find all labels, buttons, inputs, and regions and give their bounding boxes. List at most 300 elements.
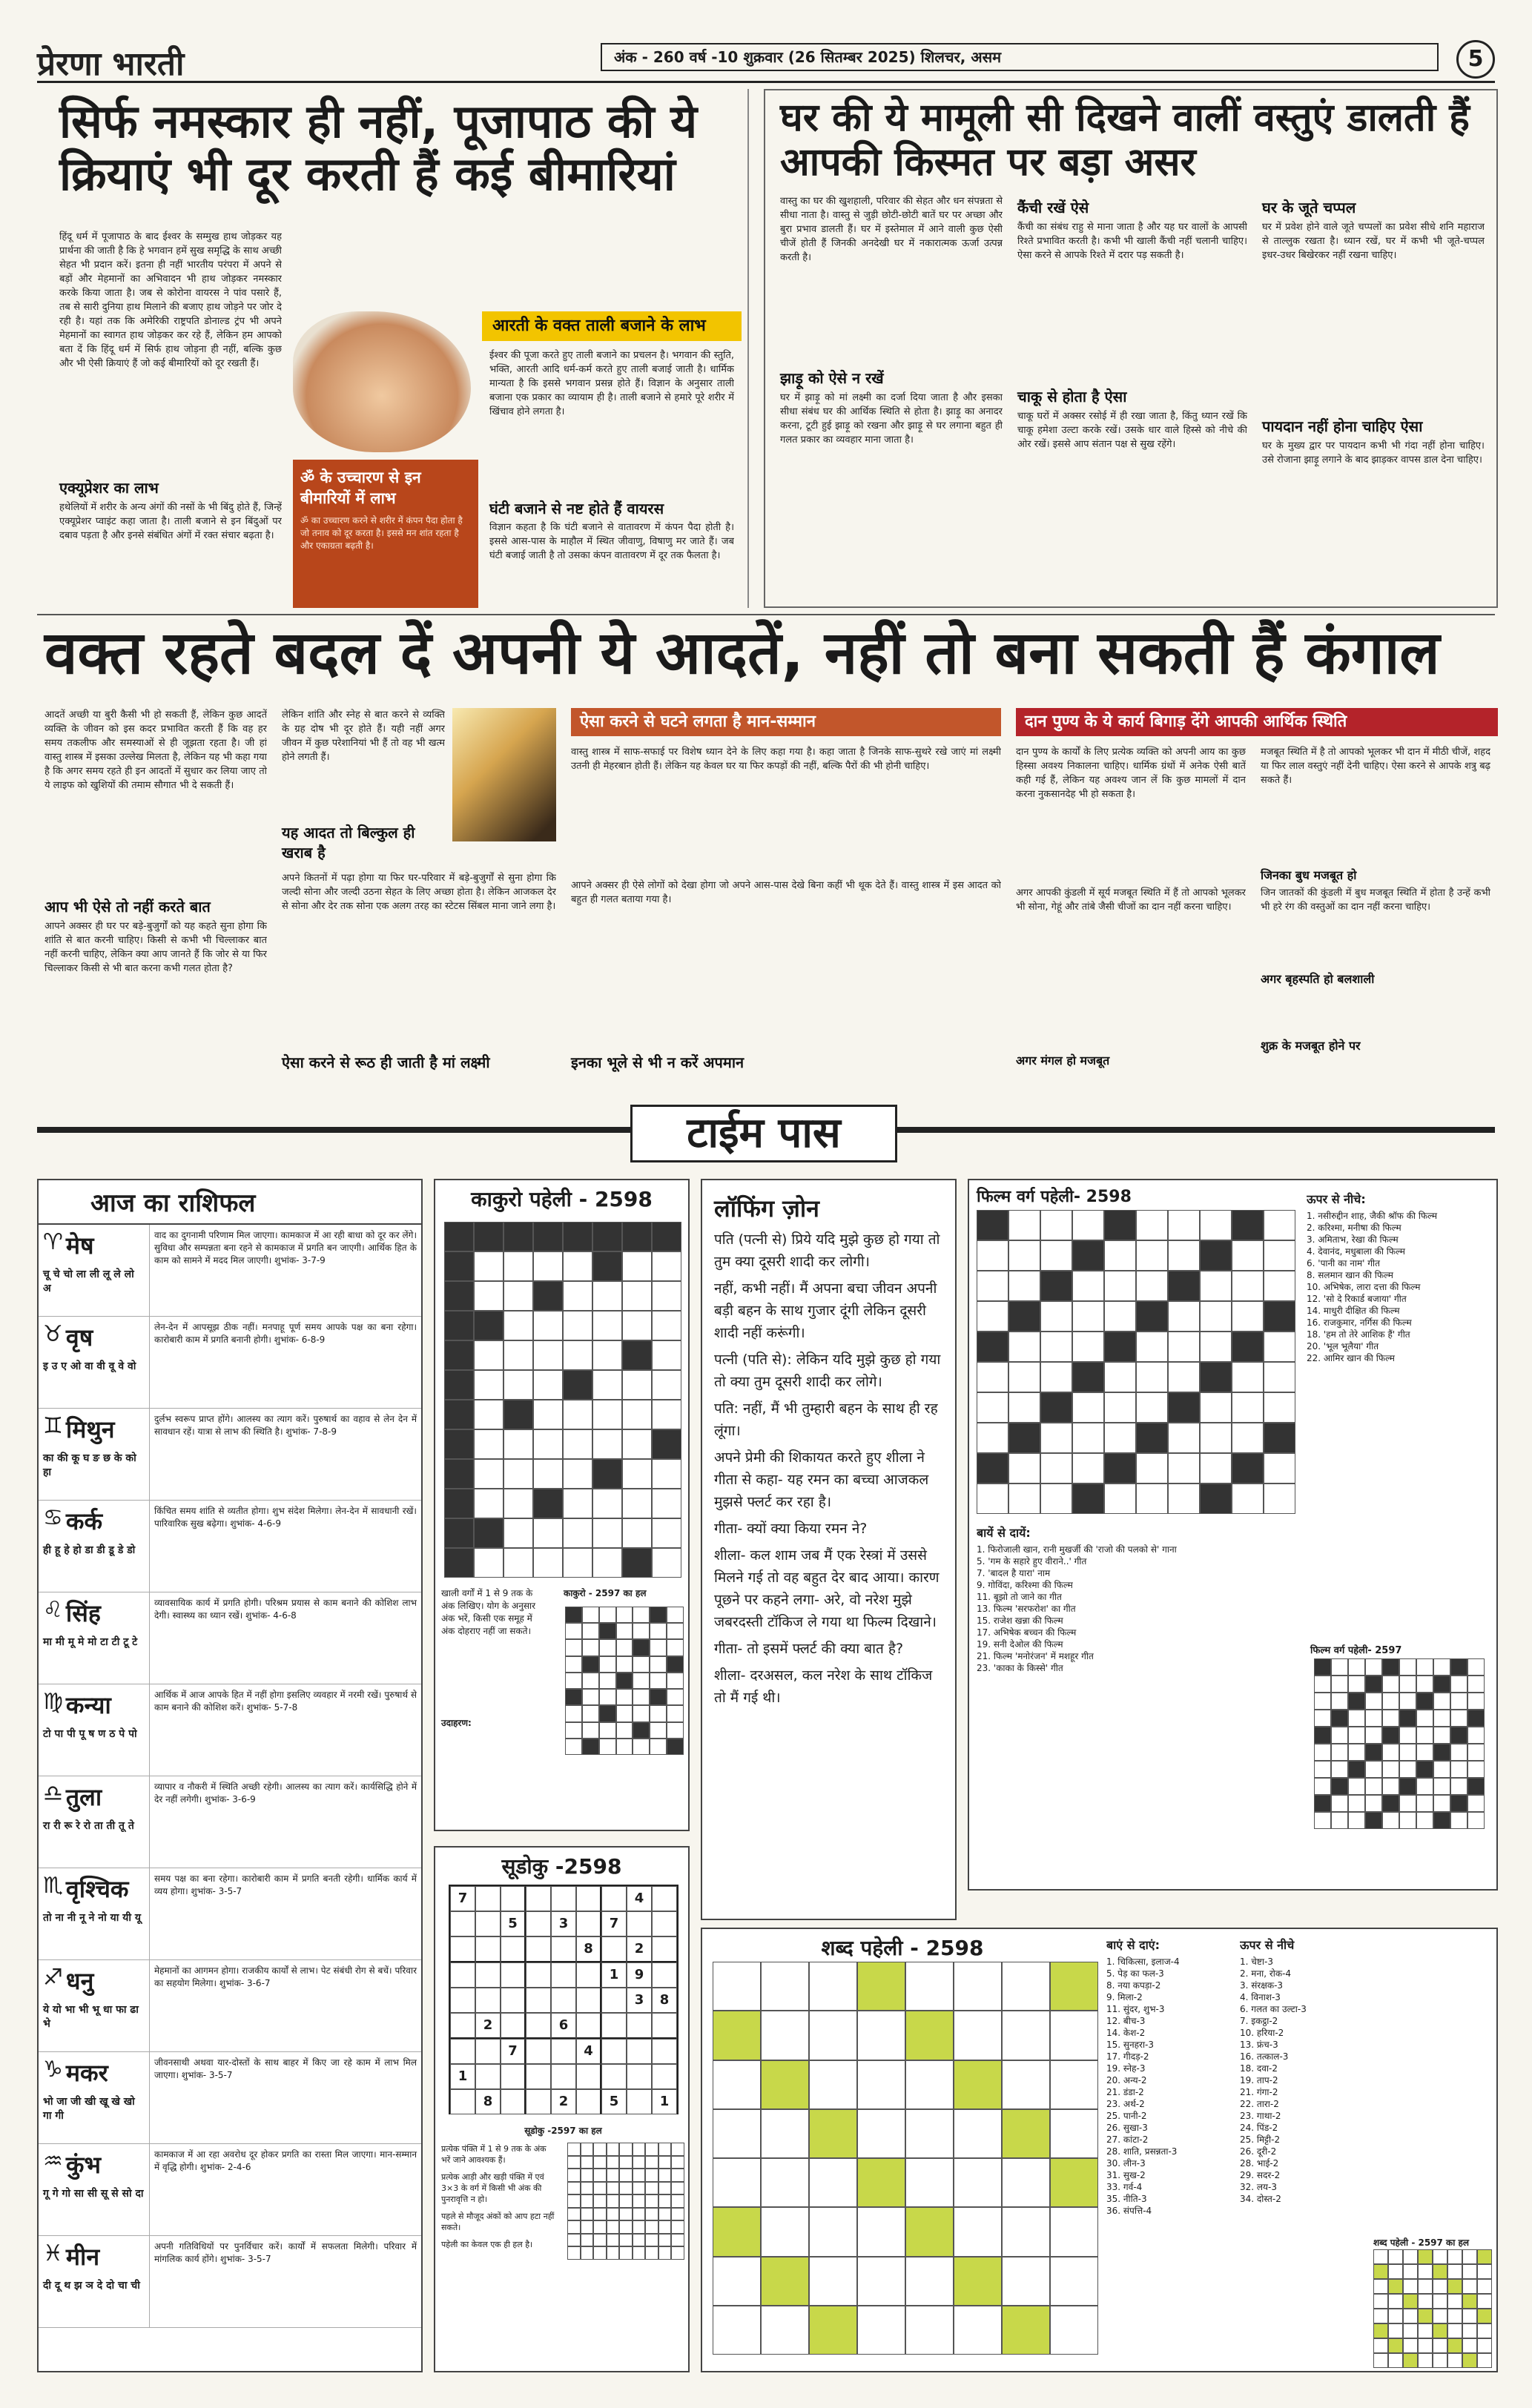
sudoku-cell (576, 1988, 601, 2013)
kakuro-cell (444, 1222, 474, 1251)
horoscope-sign (39, 1501, 150, 1592)
film-answer-cell (1365, 1744, 1382, 1761)
word-answer-cell (1373, 2264, 1388, 2279)
film-cell (1168, 1271, 1200, 1301)
horoscope-row (39, 1225, 421, 1317)
film-answer-cell (1450, 1658, 1467, 1676)
film-answer-cell (1365, 1795, 1382, 1812)
film-cell (1072, 1362, 1104, 1392)
kakuro-answer-cell (582, 1689, 599, 1705)
film-cell (1008, 1301, 1040, 1332)
story2-sub-a: कैंची रखें ऐसे (1017, 199, 1089, 216)
kakuro-note: खाली वर्गों में 1 से 9 तक के अंक लिखिए। योग के अनुसार अंक भरें, किसी एक समूह में अंक दोहराए नहीं जा सकते। (441, 1588, 535, 1636)
story3-sub-h: शुक्र के मजबूत होने पर (1261, 1039, 1361, 1053)
film-cell (1008, 1392, 1040, 1423)
sudoku-cell (526, 2039, 551, 2064)
clue-item: 35. नीति-3 (1106, 2194, 1147, 2204)
film-cell (1232, 1453, 1264, 1484)
joke-line: गीता- क्यों क्या किया रमन ने? (714, 1521, 868, 1537)
sudoku-answer-cell (645, 2182, 658, 2195)
sudoku-cell (627, 2013, 652, 2039)
film-cell (1168, 1392, 1200, 1423)
sign-name: मीन (65, 2243, 100, 2271)
film-answer-cell (1348, 1795, 1365, 1812)
film-cell (1200, 1210, 1232, 1240)
sudoku-answer-cell (633, 2169, 646, 2182)
word-answer-cell (1447, 2249, 1462, 2264)
film-cell (1104, 1240, 1136, 1271)
kakuro-cell (474, 1548, 503, 1578)
word-answer-cell (1373, 2279, 1388, 2294)
sudoku-answer-cell (658, 2234, 672, 2247)
sudoku-answer-cell (658, 2156, 672, 2169)
story3-col3: वास्तु शास्त्र में साफ-सफाई पर विशेष ध्यान देने के लिए कहा गया है। कहा जाता है जिनके साफ-सुथरे रखे जाएं मां लक्ष्मी उतनी ही मेहरबान होती हैं। लेकिन यह केवल घर या फिर कपड़ों की नहीं, बल्कि पैरों की भी होनी चाहिए। (571, 747, 1001, 772)
story1-sub1: एक्यूप्रेशर का लाभ (59, 479, 159, 497)
word-answer-cell (1447, 2338, 1462, 2353)
film-answer-cell (1433, 1693, 1450, 1710)
horoscope-list (39, 1225, 421, 2328)
page-number: 5 (1456, 40, 1495, 79)
sudoku-cell (627, 2089, 652, 2114)
sudoku-answer-cell (645, 2220, 658, 2234)
film-down-title: ऊपर से नीचे: (1307, 1192, 1366, 1206)
film-answer-cell (1382, 1676, 1399, 1693)
horoscope-sign (39, 1409, 150, 1500)
horoscope-row (39, 1592, 421, 1684)
kakuro-cell (474, 1370, 503, 1400)
word-answer-title: शब्द पहेली - 2597 का हल (1373, 2237, 1470, 2248)
sudoku-answer-cell (645, 2208, 658, 2221)
kakuro-cell (533, 1222, 563, 1251)
om-box-title: ॐ के उच्चारण से इन बीमारियों में लाभ (300, 469, 421, 507)
clue-item: 13. फिल्म 'सरफरोश' का गीत (977, 1604, 1076, 1614)
clue-item: 30. लीन-3 (1106, 2158, 1146, 2169)
clue-item: 23. गाथा-2 (1240, 2111, 1281, 2121)
kakuro-cell (652, 1400, 681, 1429)
film-cell (977, 1240, 1008, 1271)
horoscope-row (39, 2052, 421, 2144)
clue-item: 32. लय-3 (1240, 2182, 1277, 2192)
word-puzzle-title: शब्द पहेली - 2598 (821, 1936, 984, 1960)
word-answer-cell (1433, 2323, 1447, 2338)
sudoku-cell (450, 2013, 475, 2039)
kakuro-answer-cell (633, 1739, 650, 1755)
clue-item: 4. देवानंद, मधुबाला की फिल्म (1307, 1246, 1405, 1257)
film-cell (1008, 1453, 1040, 1484)
kakuro-panel (434, 1179, 690, 1831)
sudoku-answer-cell (619, 2208, 633, 2221)
sudoku-answer-cell (581, 2156, 594, 2169)
story1-col2b: विज्ञान कहता है कि घंटी बजाने से वातावरण में कंपन पैदा होती है। इससे आस-पास के माहौल में स्थित जीवाणु, विषाणु मर जाते हैं। जब घंटी बजाई जाती है तो उसका कंपन वातावरण में दूर तक फैलता है। (489, 522, 734, 561)
kakuro-cell (503, 1251, 533, 1281)
film-cell (1008, 1484, 1040, 1514)
word-answer-cell (1403, 2338, 1418, 2353)
film-cell (1232, 1392, 1264, 1423)
sign-name: कर्क (65, 1507, 103, 1535)
word-cell (954, 2306, 1002, 2355)
horoscope-panel (37, 1179, 423, 2372)
sudoku-answer-cell (645, 2194, 658, 2208)
clue-item: 5. पेड़ का फल-3 (1106, 1968, 1164, 1979)
film-cell (1136, 1392, 1168, 1423)
clue-item: 8. सलमान खान की फिल्म (1307, 1270, 1393, 1280)
film-answer-cell (1382, 1693, 1399, 1710)
kakuro-answer-grid (565, 1607, 684, 1755)
sudoku-answer-cell (607, 2234, 620, 2247)
sudoku-answer-cell (633, 2194, 646, 2208)
word-answer-cell (1447, 2279, 1462, 2294)
sign-letters: तो ना नी नू ने नो या यी यू (43, 1912, 141, 1924)
kakuro-answer-cell (667, 1639, 684, 1656)
word-answer-cell (1403, 2279, 1418, 2294)
film-answer-cell (1467, 1761, 1485, 1778)
story2-col3: घर में प्रवेश होने वाले जूते चप्पलों का प्रवेश सीधे शनि महाराज से ताल्लुक रखता है। ध्यान रखें, घर में कभी भी जूते-चप्पल इधर-उधर बिखेरकर नहीं रखना चाहिए। (1262, 222, 1485, 261)
word-cell (1002, 2306, 1050, 2355)
kakuro-answer-cell (667, 1656, 684, 1673)
word-cell (1050, 2207, 1098, 2256)
sign-name: मिथुन (65, 1415, 115, 1443)
clue-item: 10. हरिया-2 (1240, 2028, 1284, 2038)
sign-letters: गू गे गो सा सी सू से सो दा (43, 2188, 144, 2200)
sudoku-answer-cell (658, 2194, 672, 2208)
kakuro-answer-cell (565, 1623, 582, 1639)
word-answer-cell (1477, 2294, 1492, 2309)
sudoku-cell (475, 1962, 501, 1988)
film-answer-cell (1433, 1744, 1450, 1761)
sign-name: मेष (65, 1231, 94, 1260)
horoscope-sign (39, 2052, 150, 2143)
film-cell (977, 1423, 1008, 1453)
joke-line: पति: नहीं, मैं भी तुम्हारी बहन के साथ ही रह लूंगा। (714, 1400, 938, 1439)
word-cell (905, 2306, 954, 2355)
sudoku-answer-cell (593, 2156, 607, 2169)
film-answer-cell (1382, 1761, 1399, 1778)
sign-letters: टो पा पी पू ष ण ठ पे पो (43, 1728, 137, 1740)
word-cell (857, 2109, 905, 2158)
sudoku-answer-cell (645, 2156, 658, 2169)
story2-col3b: घर के मुख्य द्वार पर पायदान कभी भी गंदा नहीं होना चाहिए। उसे रोजाना झाड़ू लगाने के बाद झाड़कर वापस डाल देना चाहिए। (1262, 440, 1485, 466)
story3-col1b: आपने अक्सर ही घर पर बड़े-बुजुर्गों को यह कहते सुना होगा कि शांति से बात करनी चाहिए। किसी से कभी भी चिल्लाकर बात नहीं करनी चाहिए, लेकिन क्या आप जानते हैं कि जोर से या फिर चिल्लाकर किसी से भी बात करना कभी गलत होता है? (44, 921, 267, 974)
horoscope-sign (39, 1317, 150, 1408)
sudoku-answer-cell (607, 2143, 620, 2156)
kakuro-example-label: उदाहरण: (441, 1718, 472, 1728)
word-answer-cell (1462, 2323, 1477, 2338)
story3-col4b: अगर आपकी कुंडली में सूर्य मजबूत स्थिति में हैं तो आपको भूलकर भी सोना, गेहूं और तांबे जैसी चीजों का दान नहीं करना चाहिए। (1016, 887, 1246, 913)
word-answer-cell (1433, 2249, 1447, 2264)
kakuro-cell (533, 1518, 563, 1548)
sudoku-cell: 2 (475, 2013, 501, 2039)
sign-name: धनु (65, 1967, 94, 1995)
kakuro-cell (533, 1400, 563, 1429)
sudoku-answer-cell (593, 2182, 607, 2195)
kakuro-answer-cell (565, 1705, 582, 1721)
zodiac-icon: ♑ (43, 2057, 63, 2083)
clue-item: 3. संरक्षक-3 (1240, 1980, 1284, 1991)
kakuro-cell (592, 1311, 622, 1340)
kakuro-answer-cell (633, 1689, 650, 1705)
word-answer-cell (1418, 2309, 1433, 2323)
kakuro-cell (622, 1311, 652, 1340)
zodiac-icon: ♎ (43, 1781, 63, 1807)
film-cell (1008, 1332, 1040, 1362)
kakuro-cell (444, 1340, 474, 1370)
film-cell (1136, 1362, 1168, 1392)
sudoku-cell: 8 (652, 1988, 677, 2013)
story2-col2b: चाकू घरों में अक्सर रसोई में ही रखा जाता है, किंतु ध्यान रखें कि चाकू हमेशा उल्टा करके रखें। उसके धार वाले हिस्से को नीचे की ओर रखें। इससे आप संतान पक्ष से सुख रहेंगे। (1017, 411, 1247, 450)
sudoku-answer-cell (593, 2234, 607, 2247)
clue-item: 8. नया कपड़ा-2 (1106, 1980, 1161, 1991)
sudoku-cell: 7 (450, 1886, 475, 1911)
clue-item: 28. शाति, प्रसन्नता-3 (1106, 2146, 1178, 2157)
film-cell (1072, 1271, 1104, 1301)
sudoku-cell (501, 1988, 526, 2013)
film-cell (1072, 1332, 1104, 1362)
word-cell (761, 2207, 809, 2256)
word-answer-cell (1477, 2323, 1492, 2338)
kakuro-cell (652, 1518, 681, 1548)
clue-item: 2. करिश्मा, मनीषा की फिल्म (1307, 1223, 1401, 1233)
kakuro-answer-cell (565, 1722, 582, 1739)
story3-sub-c: ऐसा करने से रूठ ही जाती है मां लक्ष्मी (282, 1054, 490, 1071)
kakuro-answer-cell (650, 1739, 667, 1755)
clapping-hands-photo (293, 311, 471, 452)
word-cell (954, 2109, 1002, 2158)
film-answer-cell (1399, 1710, 1416, 1727)
kakuro-answer-cell (582, 1722, 599, 1739)
word-answer-cell (1388, 2294, 1403, 2309)
film-cell (1168, 1210, 1200, 1240)
film-crossword-panel (968, 1179, 1498, 1891)
sudoku-cell (501, 2064, 526, 2089)
clue-item: 1. नसीरुद्दीन शाह, जैकी श्रॉफ की फिल्म (1307, 1211, 1438, 1221)
sudoku-cell: 9 (627, 1962, 652, 1988)
sudoku-answer-cell (633, 2246, 646, 2260)
story2-col1b: घर में झाड़ू को मां लक्ष्मी का दर्जा दिया जाता है और इसका सीधा संबंध घर की आर्थिक स्थिति से होता है। झाड़ू का अनादर करना, टूटी हुई झाड़ू को रखना और झाड़ू से घर लगाना बहुत ही गलत प्रकार का व्यवहार माना जाता है। (780, 392, 1003, 446)
kakuro-cell (503, 1400, 533, 1429)
zodiac-icon: ♓ (43, 2240, 63, 2266)
masthead (37, 37, 1495, 83)
clue-item: 36. संपत्ति-4 (1106, 2206, 1152, 2216)
film-cell (1136, 1423, 1168, 1453)
film-cell (1136, 1271, 1168, 1301)
word-answer-cell (1433, 2279, 1447, 2294)
sign-letters: इ उ ए ओ वा वी वू वे वो (43, 1360, 136, 1372)
sudoku-rule: पहेली का केवल एक ही हल है। (441, 2240, 533, 2249)
sudoku-cell (652, 1911, 677, 1936)
film-cell (977, 1392, 1008, 1423)
sudoku-cell (601, 2039, 627, 2064)
sudoku-cell (652, 1936, 677, 1962)
word-cell (713, 2060, 761, 2109)
kakuro-answer-cell (616, 1623, 633, 1639)
sudoku-answer-cell (619, 2234, 633, 2247)
kakuro-answer-cell (667, 1623, 684, 1639)
film-cell (1264, 1362, 1295, 1392)
sudoku-answer-cell (593, 2169, 607, 2182)
kakuro-answer-cell (650, 1673, 667, 1689)
film-answer-cell (1399, 1812, 1416, 1829)
kakuro-answer-cell (633, 1639, 650, 1656)
kakuro-cell (592, 1459, 622, 1489)
film-cell (1264, 1423, 1295, 1453)
film-answer-cell (1416, 1812, 1433, 1829)
clue-item: 16. राजकुमार, नर्गिस की फिल्म (1307, 1317, 1412, 1328)
clue-item: 11. बूझो तो जाने का गीत (977, 1592, 1062, 1602)
film-answer-cell (1399, 1658, 1416, 1676)
sudoku-answer-cell (658, 2220, 672, 2234)
kakuro-cell (533, 1429, 563, 1459)
sudoku-answer-cell (645, 2246, 658, 2260)
film-answer-cell (1365, 1812, 1382, 1829)
sudoku-cell (652, 1886, 677, 1911)
word-cell (1002, 2060, 1050, 2109)
sudoku-answer-cell (567, 2143, 581, 2156)
film-answer-cell (1450, 1795, 1467, 1812)
horoscope-sign (39, 1868, 150, 1959)
sign-name: वृष (65, 1323, 93, 1352)
kakuro-cell (444, 1489, 474, 1518)
word-cell (954, 1962, 1002, 2011)
film-cell (977, 1362, 1008, 1392)
kakuro-cell (563, 1251, 592, 1281)
word-answer-cell (1373, 2323, 1388, 2338)
kakuro-cell (622, 1548, 652, 1578)
word-puzzle-grid (713, 1962, 1098, 2355)
horoscope-sign (39, 1225, 150, 1316)
film-cell (1040, 1423, 1072, 1453)
word-cell (905, 2257, 954, 2306)
clue-item: 17. अभिषेक बच्चन की फिल्म (977, 1627, 1077, 1638)
sudoku-answer-cell (567, 2246, 581, 2260)
clue-item: 7. 'बादल है यारा' नाम (977, 1568, 1051, 1578)
film-cell (1200, 1453, 1232, 1484)
clue-item: 23. 'काका के किस्से' गीत (977, 1663, 1063, 1673)
kakuro-cell (652, 1251, 681, 1281)
clue-item: 12. 'सो दे रिकार्ड बजाया' गीत (1307, 1294, 1407, 1304)
sudoku-rule: प्रत्येक आड़ी और खड़ी पंक्ति में एवं 3×3 के वर्ग में किसी भी अंक की पुनरावृत्ति न हो। (441, 2172, 544, 2204)
sudoku-cell: 6 (551, 2013, 576, 2039)
film-cell (1072, 1423, 1104, 1453)
word-answer-cell (1388, 2353, 1403, 2368)
film-answer-title: फिल्म वर्ग पहेली- 2597 (1310, 1645, 1402, 1656)
sudoku-cell (551, 1988, 576, 2013)
sudoku-cell: 7 (601, 1911, 627, 1936)
word-across-list (1106, 1956, 1232, 2217)
sudoku-cell (501, 1936, 526, 1962)
word-cell (761, 2257, 809, 2306)
story3-col2: लेकिन शांति और स्नेह से बात करने से व्यक्ति के ग्रह दोष भी दूर होते हैं। यही नहीं अगर जीवन में कुछ परेशानियां भी हैं तो वह भी खत्म होने लगती हैं। (282, 710, 445, 763)
film-answer-cell (1382, 1727, 1399, 1744)
sudoku-answer-cell (633, 2220, 646, 2234)
sign-prediction: लेन-देन में आपसूझ ठीक नहीं। मनपाहू पूर्ण समय आपके पक्ष का बना रहेगा। कारोबारी काम में प्रगति बनानी होगी। शुभांक- 6-8-9 (154, 1322, 417, 1345)
kakuro-cell (563, 1548, 592, 1578)
kakuro-answer-cell (616, 1739, 633, 1755)
word-cell (1002, 1962, 1050, 2011)
horoscope-row (39, 1501, 421, 1592)
clue-item: 4. विनाश-3 (1240, 1992, 1281, 2002)
horoscope-sign (39, 1960, 150, 2051)
word-answer-cell (1388, 2338, 1403, 2353)
clue-item: 7. इकट्ठा-2 (1240, 2016, 1278, 2026)
kakuro-answer-cell (599, 1656, 616, 1673)
word-cell (713, 2011, 761, 2060)
film-answer-cell (1348, 1812, 1365, 1829)
word-answer-cell (1418, 2264, 1433, 2279)
film-answer-cell (1314, 1693, 1331, 1710)
word-puzzle-panel (701, 1928, 1498, 2372)
film-answer-cell (1314, 1676, 1331, 1693)
story2-sub-d: चाकू से होता है ऐसा (1017, 388, 1127, 406)
clue-item: 9. गोविंदा, करिश्मा की फिल्म (977, 1580, 1073, 1590)
kakuro-cell (503, 1281, 533, 1311)
kakuro-cell (444, 1281, 474, 1311)
kakuro-cell (563, 1311, 592, 1340)
kakuro-cell (444, 1548, 474, 1578)
film-answer-cell (1399, 1676, 1416, 1693)
film-crossword-grid (977, 1210, 1295, 1514)
kakuro-cell (503, 1222, 533, 1251)
kakuro-cell (652, 1222, 681, 1251)
kakuro-cell (533, 1311, 563, 1340)
story2-sub-c: झाड़ू को ऐसे न रखें (780, 369, 884, 387)
clue-item: 19. सनी देओल की फिल्म (977, 1639, 1063, 1650)
kakuro-cell (652, 1548, 681, 1578)
sign-letters: मा मी मू मे मो टा टी टू टे (43, 1636, 138, 1648)
clue-item: 24. पिंड-2 (1240, 2123, 1278, 2133)
film-answer-grid (1314, 1658, 1485, 1829)
sudoku-cell: 3 (627, 1988, 652, 2013)
clue-item: 19. स्नेह-3 (1106, 2063, 1146, 2074)
word-cell (809, 2207, 857, 2256)
kakuro-cell (444, 1400, 474, 1429)
film-cell (1264, 1271, 1295, 1301)
kakuro-answer-cell (565, 1607, 582, 1623)
story1-col2: ईश्वर की पूजा करते हुए ताली बजाने का प्रचलन है। भगवान की स्तुति, भक्ति, आरती आदि धर्म-कर्म करते हुए ताली बजाई जाती है। धार्मिक मान्यता है कि इससे भगवान प्रसन्न होते हैं। विज्ञान के अनुसार ताली बजाना एक प्रकार का व्यायाम ही है। ताली बजाने से हमारे पूरे शरीर में खिंचाव होने लगता है। (489, 350, 734, 417)
sudoku-answer-cell (593, 2208, 607, 2221)
film-answer-cell (1450, 1727, 1467, 1744)
sleeping-person-photo (452, 708, 556, 841)
word-cell (857, 2207, 905, 2256)
zodiac-icon: ♌ (43, 1597, 63, 1623)
film-cell (1168, 1362, 1200, 1392)
film-answer-cell (1450, 1778, 1467, 1795)
kakuro-cell (652, 1281, 681, 1311)
sudoku-answer-cell (581, 2169, 594, 2182)
film-cell (1072, 1210, 1104, 1240)
kakuro-cell (474, 1251, 503, 1281)
story1-om-box (293, 460, 478, 608)
word-answer-cell (1373, 2249, 1388, 2264)
kakuro-cell (592, 1400, 622, 1429)
word-answer-cell (1447, 2323, 1462, 2338)
horoscope-row (39, 1684, 421, 1776)
word-answer-cell (1477, 2279, 1492, 2294)
sudoku-answer-cell (619, 2169, 633, 2182)
sign-prediction: आर्थिक में आज आपके हित में नहीं होगा इसलिए व्यवहार में नरमी रखें। पुरुषार्थ से काम बनाने की कोशिश करें। शुभांक- 5-7-8 (154, 1690, 417, 1713)
sudoku-answer-cell (619, 2143, 633, 2156)
film-answer-cell (1416, 1744, 1433, 1761)
film-cell (1232, 1240, 1264, 1271)
kakuro-cell (533, 1251, 563, 1281)
sudoku-cell: 4 (627, 1886, 652, 1911)
film-cell (1168, 1332, 1200, 1362)
sudoku-answer-cell (619, 2220, 633, 2234)
film-cell (1008, 1362, 1040, 1392)
word-answer-cell (1373, 2353, 1388, 2368)
sudoku-answer-cell (567, 2234, 581, 2247)
film-answer-cell (1399, 1761, 1416, 1778)
sudoku-answer-cell (658, 2143, 672, 2156)
